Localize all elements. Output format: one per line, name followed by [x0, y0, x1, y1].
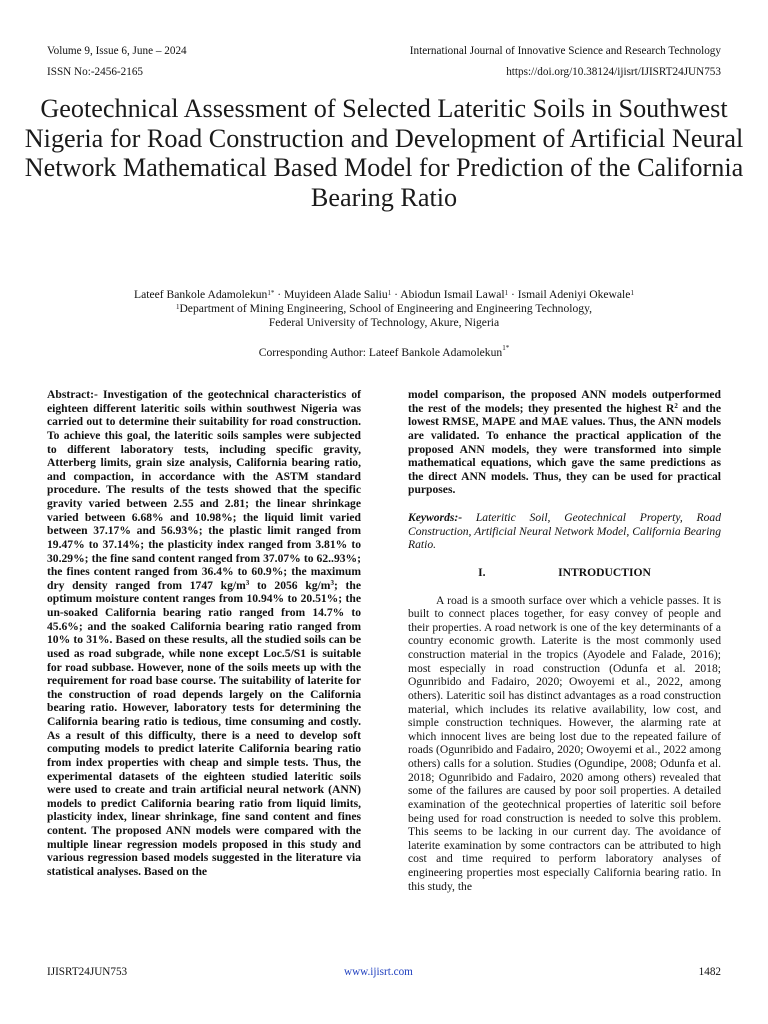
header-issn: ISSN No:-2456-2165 [47, 66, 144, 78]
keywords-label: Keywords:- [408, 511, 463, 524]
author-sup: 1 [630, 289, 634, 297]
footer-website-link[interactable]: www.ijisrt.com [344, 966, 413, 978]
keywords [408, 511, 721, 552]
author-separator: · [274, 288, 285, 301]
author-separator: · [508, 288, 518, 301]
author-sup: 1 [504, 289, 509, 297]
section-title: INTRODUCTION [558, 565, 651, 579]
intro-paragraph: A road is a smooth surface over which a vehicle passes. It is built to connect places together, for easy convey of people and their properties. A road network is one of the key determinants of a country economic growth. Laterite is the most commonly used construction material in the tropics (Ayodele and Falade, 2016); most especially in road construction (Odunfa et al. 2018; Ogunribido and Fadairo, 2020; Owoyemi et al., 2022, among others). Lateritic soil has distinct advantages as a road construction material, which includes its relative availability, low cost, and simple construction techniques. However, the alarming rate at which innocent lives are being lost due to the repeated failure of roads (Ogunribido and Fadairo, 2020; Owoyemi et al., 2022 among others) calls for a solution. Studies (Ogundipe, 2008; Odunfa et al. 2018; Ogunribido and Fadairo, 2020 among others) revealed that some of the failures are caused by poor soil properties. A detailed examination of the geotechnical properties of lateritic soil before being used for road construction is needed to solve this problem. This seems to be lacking in our current day. The avoidance of laterite examination by some contractors can be attributed to high cost and time required to perform laboratory analyses of engineering properties most especially California bearing ratio. In this study, the [408, 593, 721, 893]
abstract-text: Abstract:- Investigation of the geotechnical characteristics of eighteen different lateritic soils within southwest Nigeria was carried out to determine their suitability for road construction. To achieve this goal, the lateritic soils samples were subjected to different laboratory tests, including specific gravity, Atterberg limits, grain size analysis, California bearing ratio, and compaction, in accordance with the ASTM standard procedure. The results of the tests showed that the specific gravity varied between 2.55 and 2.81; the linear shrinkage varied between 6.68% and 10.98%; the liquid limit varied between 37.17% and 56.93%; the plastic limit ranged from 19.47% to 37.14%; the plasticity index ranged from 3.81% to 30.29%; the fine sand content ranged from 37.07% to 62..93%; the fines content ranged from 36.4% to 60.9%; the maximum dry density ranged from 1747 kg/m [47, 388, 361, 592]
header-doi-link[interactable]: https://doi.org/10.38124/ijisrt/IJISRT24JUN753 [506, 66, 721, 78]
abstract-sup: 3 [245, 578, 250, 587]
abstract-sup: 3 [330, 578, 334, 587]
corresponding-text: Corresponding Author: Lateef Bankole Adamolekun [258, 346, 503, 359]
section-heading [408, 566, 721, 580]
affiliation-line-1: Department of Mining Engineering, School of Engineering and Engineering Technology, [179, 302, 593, 315]
author-name: Muyideen Alade Saliu [284, 288, 388, 301]
footer-id: IJISRT24JUN753 [47, 966, 128, 978]
author-name: Lateef Bankole Adamolekun [134, 288, 268, 301]
affiliation-line-2: Federal University of Technology, Akure, Nigeria [268, 316, 500, 329]
section-number: I. [478, 565, 486, 579]
abstract-text: ; the optimum moisture content ranges from 10.94% to 20.51%; the un-soaked California bearing ratio ranged from 14.7% to 45.6%; and the soaked California bearing ratio ranged from 10% to 31%. Based on these results, all the studied soils can be used as road subgrade, while none except Loc.5/S1 is suitable for road subbase. However, none of the soils meets up with the requirement for road base course. The suitability of laterite for the construction of road depends largely on the California bearing ratio. However, laboratory tests for determining the California bearing ratio is tedious, time consuming and costly. As a result of this difficulty, there is a need to develop soft computing models to predict laterite California bearing ratio from index properties with cheap and simple tests. Thus, the experimental datasets of the eighteen studied lateritic soils were used to create and train artificial neural network (ANN) models to predict California bearing ratio from liquid limits, plasticity index, linear shrinkage, fine sand content and fines content. The proposed ANN models were compared with the multiple linear regression models proposed in this study and various regression based models suggested in the literature via statistical analyses. Based on the [47, 578, 361, 878]
corresponding-sup: 1* [502, 344, 510, 352]
author-sup: 1* [267, 289, 275, 297]
keywords-text: Lateritic Soil, Geotechnical Property, Road Construction, Artificial Neural Network Model, California Bearing Ratio. [408, 511, 721, 552]
header-journal: International Journal of Innovative Science and Research Technology [409, 45, 721, 57]
author-name: Ismail Adeniyi Okewale [517, 288, 631, 301]
abstract-column [47, 388, 361, 879]
abstract-text: and the lowest RMSE, MAPE and MAE values. Thus, the ANN models are validated. To enhance the practical application of the proposed ANN models, they were transformed into simple mathematical equations, which gave the same predictions as the direct ANN models. Thus, they can be used for practical purposes. [408, 401, 721, 497]
header-volume: Volume 9, Issue 6, June – 2024 [47, 45, 187, 57]
author-name: Abiodun Ismail Lawal [400, 288, 505, 301]
abstract-sup: 2 [674, 401, 678, 410]
author-block [24, 288, 744, 330]
abstract-continuation [408, 388, 721, 497]
corresponding-author [24, 346, 744, 359]
abstract-text: to 2056 kg/m [249, 578, 331, 592]
author-sup: 1 [387, 289, 392, 297]
page-number: 1482 [698, 966, 721, 978]
author-separator: · [391, 288, 401, 301]
abstract-text: model comparison, the proposed ANN models outperformed the rest of the models; they presented the highest R [408, 388, 721, 415]
paper-title: Geotechnical Assessment of Selected Lateritic Soils in Southwest Nigeria for Road Construction and Development of Artificial Neural Network Mathematical Based Model for Prediction of the California Bearing Ratio [24, 94, 744, 212]
affiliation-sup: 1 [175, 303, 180, 311]
right-column [408, 388, 721, 893]
